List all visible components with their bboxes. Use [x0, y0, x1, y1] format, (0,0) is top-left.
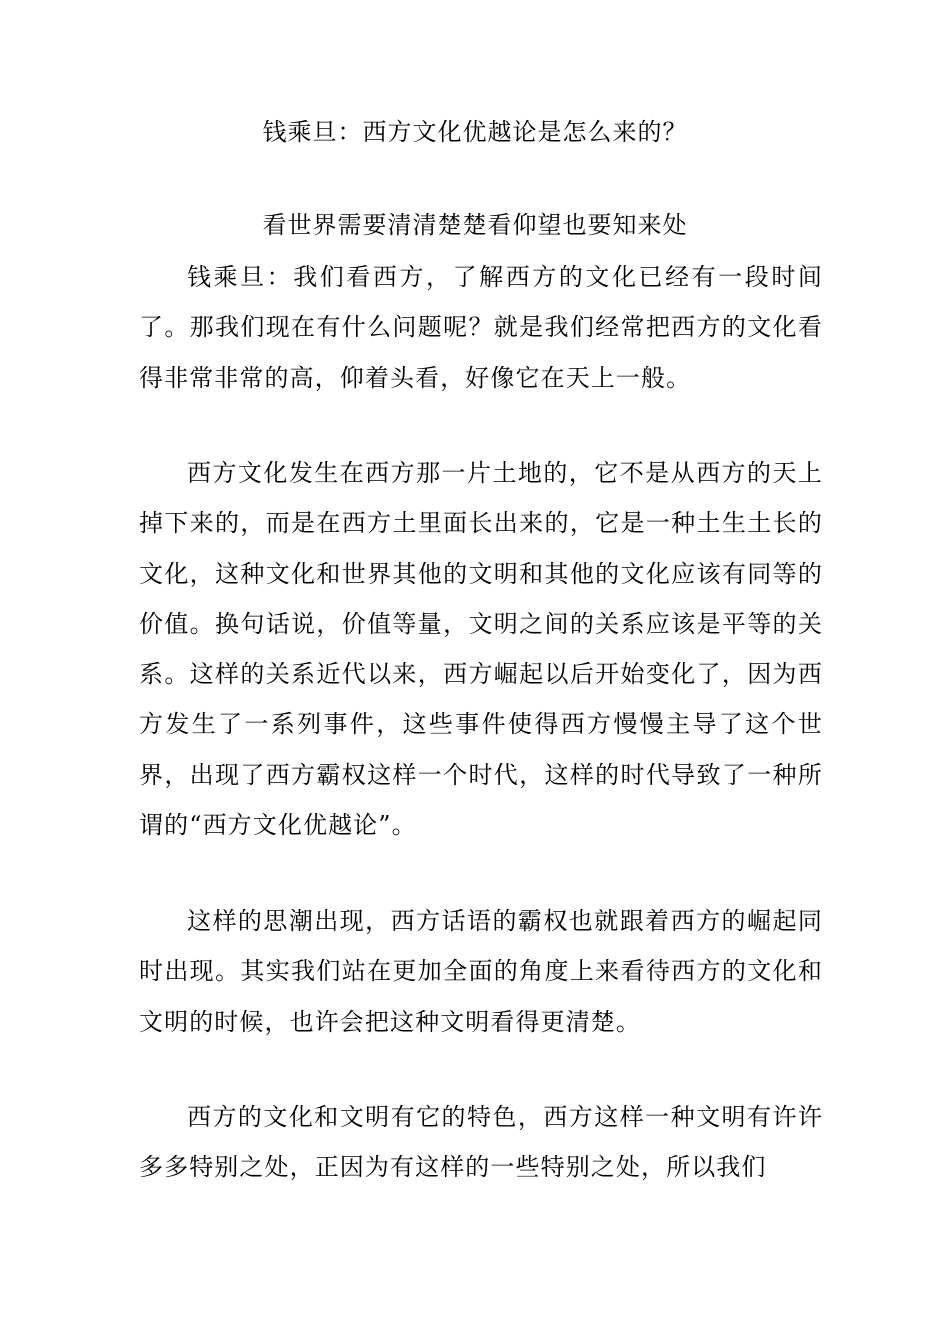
- paragraph-3: 这样的思潮出现，西方话语的霸权也就跟着西方的崛起同时出现。其实我们站在更加全面的角度上来看待西方的文化和文明的时候，也许会把这种文明看得更清楚。: [139, 907, 823, 1036]
- paragraph-2: 西方文化发生在西方那一片土地的，它不是从西方的天上掉下来的，而是在西方土里面长出来的，它是一种土生土长的文化，这种文化和世界其他的文明和其他的文化应该有同等的价值。换句话说，价值等量，文明之间的关系应该是平等的关系。这样的关系近代以来，西方崛起以后开始变化了，因为西方发生了一系列事件，这些事件使得西方慢慢主导了这个世界，出现了西方霸权这样一个时代，这样的时代导致了一种所谓的“西方文化优越论”。: [139, 459, 823, 840]
- document-title: 钱乘旦：西方文化优越论是怎么来的？: [262, 118, 688, 146]
- paragraph-4: 西方的文化和文明有它的特色，西方这样一种文明有许许多多特别之处，正因为有这样的一些特别之处，所以我们: [139, 1103, 823, 1182]
- paragraph-1: 钱乘旦：我们看西方，了解西方的文化已经有一段时间了。那我们现在有什么问题呢？就是我们经常把西方的文化看得非常非常的高，仰着头看，好像它在天上一般。: [139, 263, 823, 392]
- document-subtitle: 看世界需要清清楚楚看仰望也要知来处: [262, 211, 688, 239]
